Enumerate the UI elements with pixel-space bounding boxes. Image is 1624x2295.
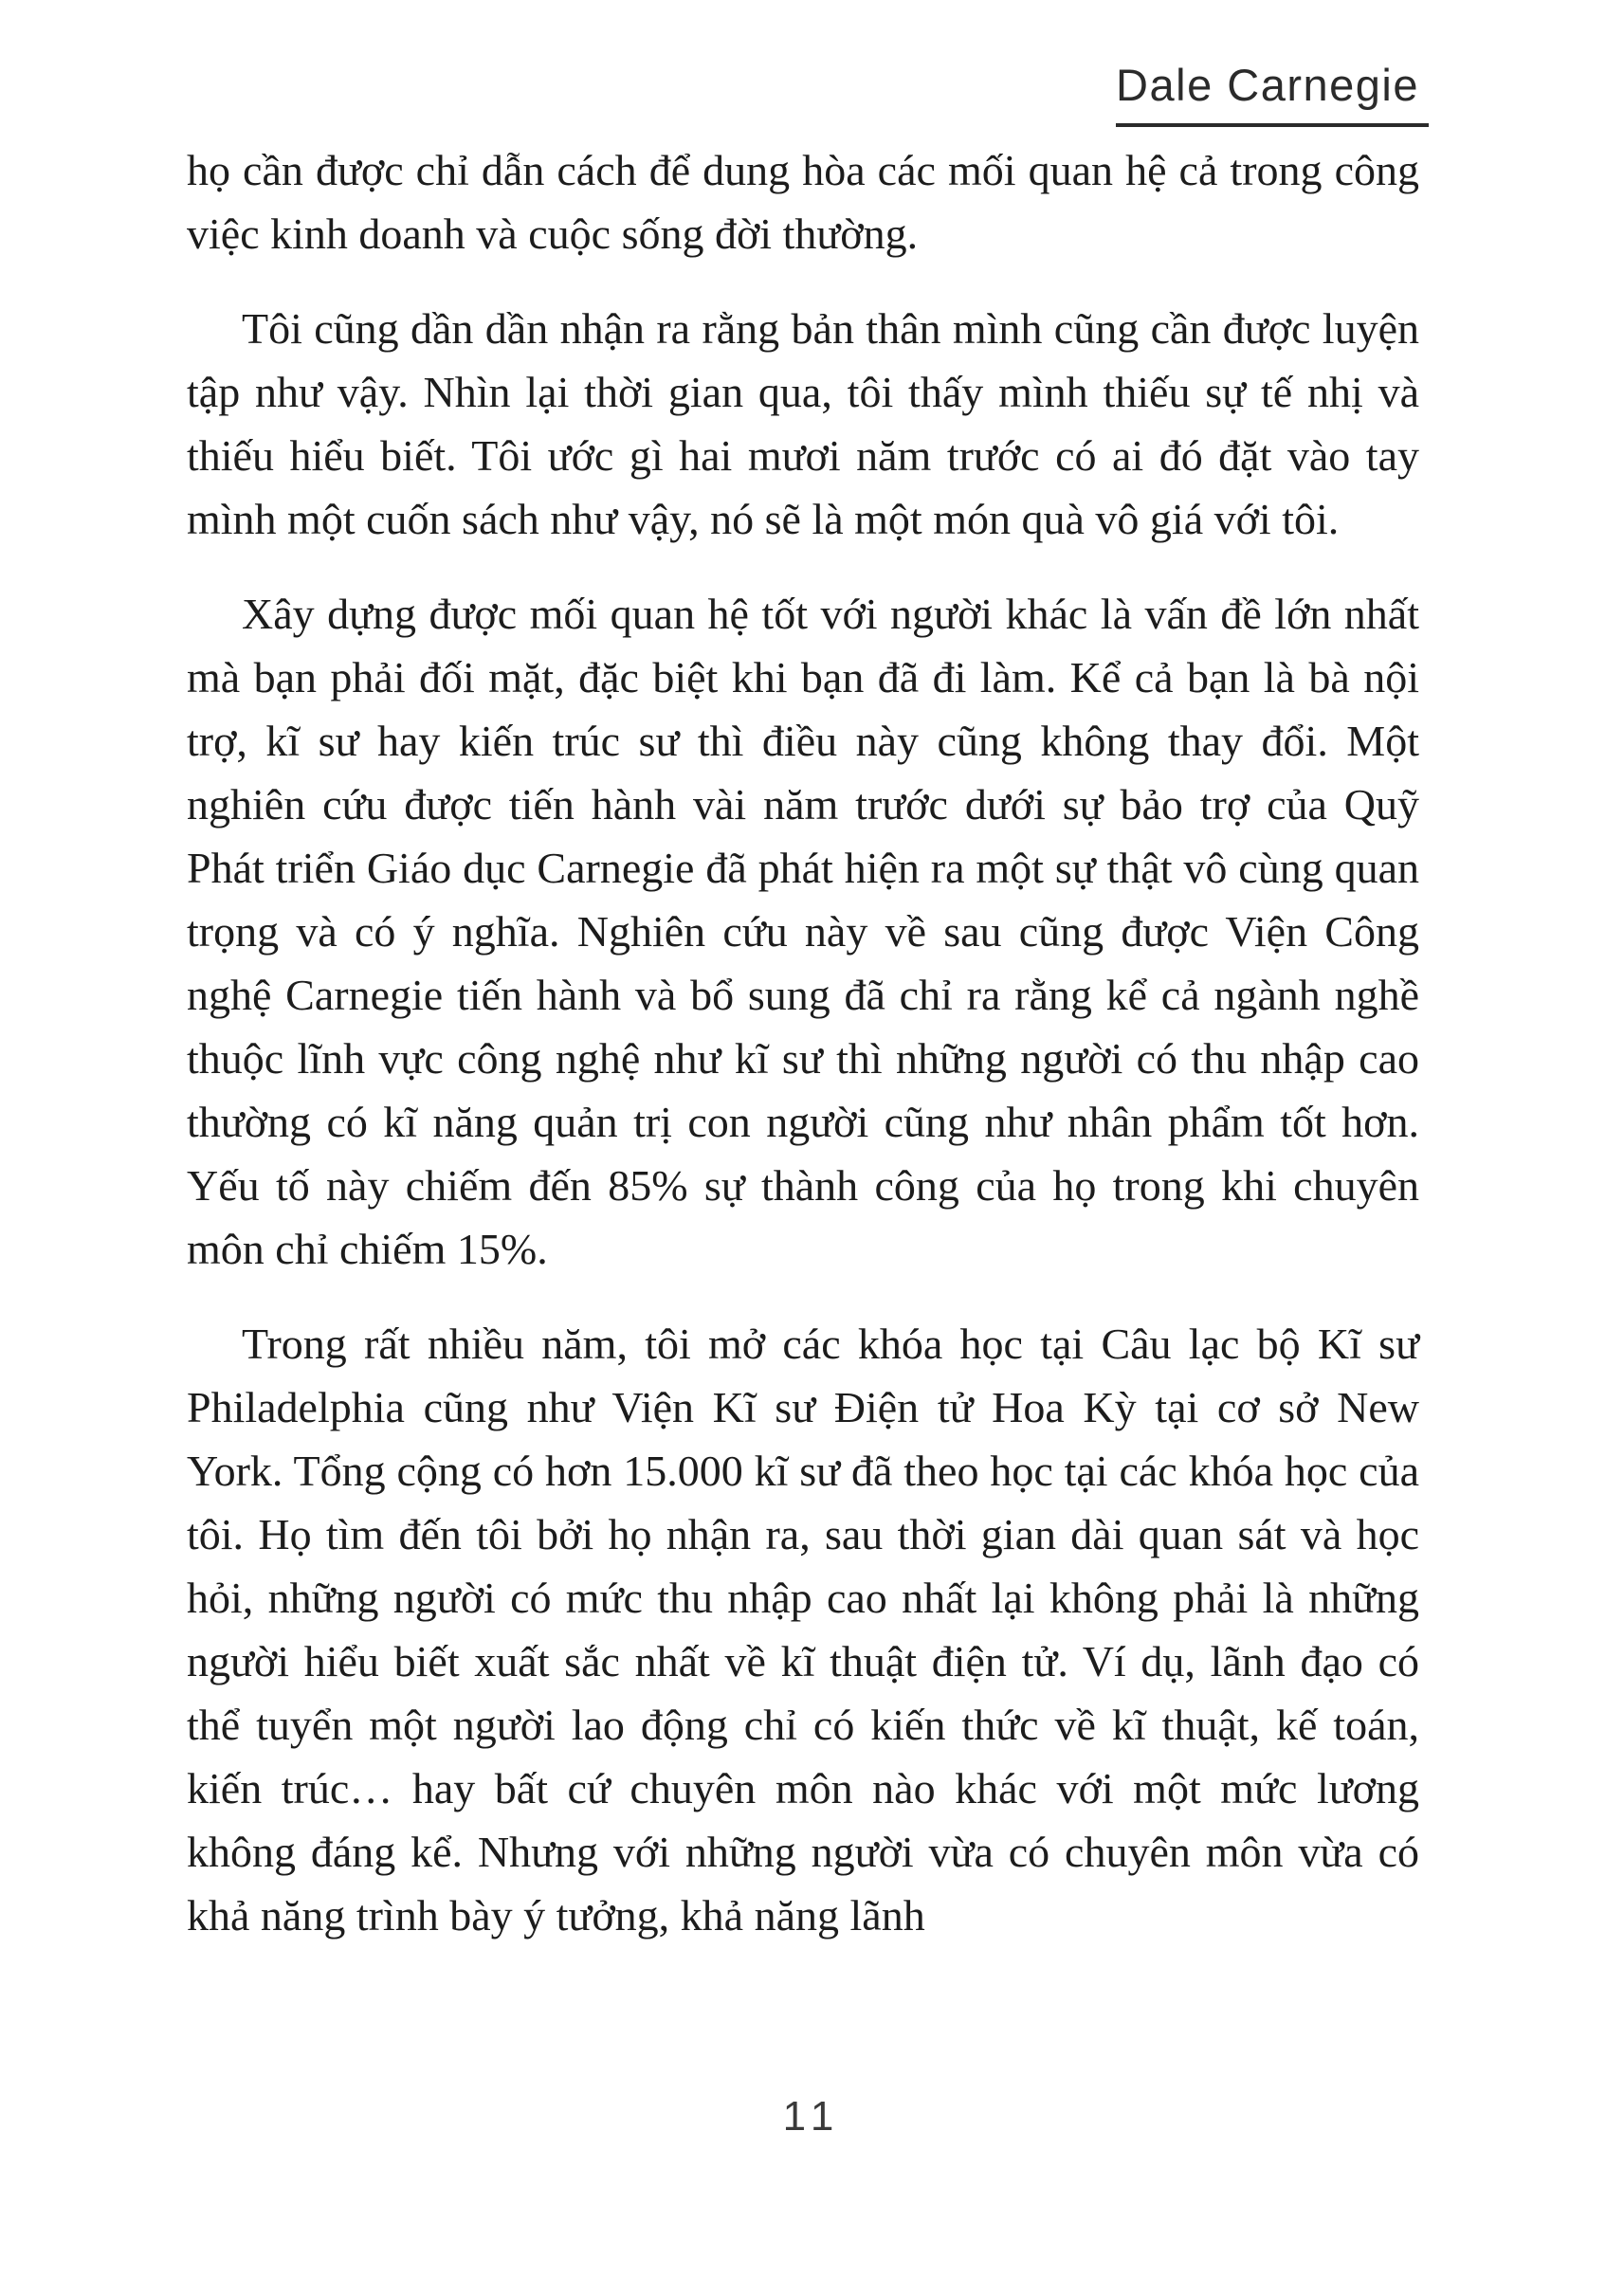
- paragraph: Xây dựng được mối quan hệ tốt với người khác là vấn đề lớn nhất mà bạn phải đối mặt, đặc biệt khi bạn đã đi làm. Kể cả bạn là bà nội trợ, kĩ sư hay kiến trúc sư thì điều này cũng không thay đổi. Một nghiên cứu được tiến hành vài năm trước dưới sự bảo trợ của Quỹ Phát triển Giáo dục Carnegie đã phát hiện ra một sự thật vô cùng quan trọng và có ý nghĩa. Nghiên cứu này về sau cũng được Viện Công nghệ Carnegie tiến hành và bổ sung đã chỉ ra rằng kể cả ngành nghề thuộc lĩnh vực công nghệ như kĩ sư thì những người có thu nhập cao thường có kĩ năng quản trị con người cũng như nhân phẩm tốt hơn. Yếu tố này chiếm đến 85% sự thành công của họ trong khi chuyên môn chỉ chiếm 15%.: [187, 590, 1419, 1273]
- paragraph: Tôi cũng dần dần nhận ra rằng bản thân mình cũng cần được luyện tập như vậy. Nhìn lại thời gian qua, tôi thấy mình thiếu sự tế nhị và thiếu hiểu biết. Tôi ước gì hai mươi năm trước có ai đó đặt vào tay mình một cuốn sách như vậy, nó sẽ là một món quà vô giá với tôi.: [187, 304, 1419, 543]
- page-footer: [0, 2093, 1624, 2140]
- running-head-author: Dale Carnegie: [1116, 60, 1419, 110]
- header-rule: [1116, 123, 1429, 127]
- paragraph: họ cần được chỉ dẫn cách để dung hòa các mối quan hệ cả trong công việc kinh doanh và cuộc sống đời thường.: [187, 146, 1419, 258]
- page-number: 11: [782, 2093, 842, 2140]
- page-body: [187, 138, 1419, 1978]
- page-header: [1116, 59, 1419, 127]
- paragraph: Trong rất nhiều năm, tôi mở các khóa học tại Câu lạc bộ Kĩ sư Philadelphia cũng như Viện Kĩ sư Điện tử Hoa Kỳ tại cơ sở New York. Tổng cộng có hơn 15.000 kĩ sư đã theo học tại các khóa học của tôi. Họ tìm đến tôi bởi họ nhận ra, sau thời gian dài quan sát và học hỏi, những người có mức thu nhập cao nhất lại không phải là những người hiểu biết xuất sắc nhất về kĩ thuật điện tử. Ví dụ, lãnh đạo có thể tuyển một người lao động chỉ có kiến thức về kĩ thuật, kế toán, kiến trúc… hay bất cứ chuyên môn nào khác với một mức lương không đáng kể. Nhưng với những người vừa có chuyên môn vừa có khả năng trình bày ý tưởng, khả năng lãnh: [187, 1320, 1419, 1940]
